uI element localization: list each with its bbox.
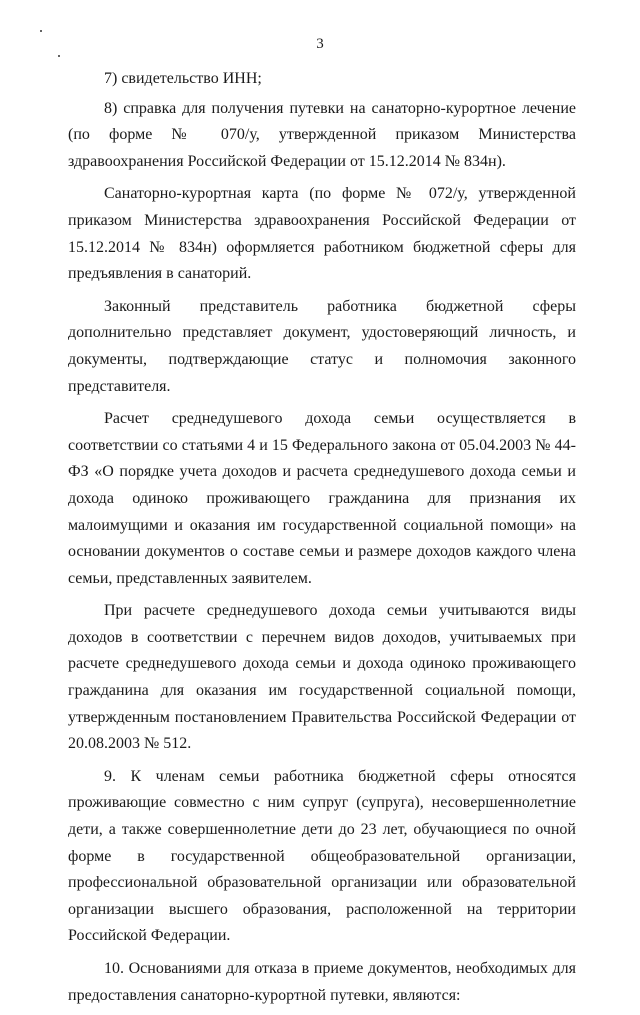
paragraph-clause-10: 10. Основаниями для отказа в приеме документов, необходимых для предоставления санаторно-курортной путевки, являются: — [68, 960, 576, 1004]
paragraph-item-7: 7) свидетельство ИНН; — [104, 70, 262, 87]
document-body — [68, 66, 576, 1015]
paragraph-item-8: 8) справка для получения путевки на санаторно-курортное лечение (по форме № 070/у, утвержденной приказом Министерства здравоохранения Российской Федерации от 15.12.2014 № 834н). — [68, 99, 576, 170]
paragraph-clause-9: 9. К членам семьи работника бюджетной сферы относятся проживающие совместно с ним супруг (супруга), несовершеннолетние дети, а также совершеннолетние дети до 23 лет, обучающиеся по очной форме в государственной общеобразовательной организации, профессиональной образовательной организации или образовательной организации высшего образования, расположенной на территории Российской Федерации. — [68, 767, 576, 945]
page-number: 3 — [316, 36, 324, 52]
paragraph-legal-representative: Законный представитель работника бюджетной сферы дополнительно представляет документ, удостоверяющий личность, и документы, подтверждающие статус и полномочия законного представителя. — [68, 297, 576, 395]
paragraph-income-types: При расчете среднедушевого дохода семьи учитываются виды доходов в соответствии с перечнем видов доходов, учитываемых при расчете среднедушевого дохода семьи и дохода одиноко проживающего гражданина для оказания им государственной социальной помощи, утвержденным постановлением Правительства Российской Федерации от 20.08.2003 № 512. — [68, 602, 576, 753]
paragraph-income-calculation: Расчет среднедушевого дохода семьи осуществляется в соответствии со статьями 4 и 15 Федерального закона от 05.04.2003 № 44-ФЗ «О порядке учета доходов и расчета среднедушевого дохода семьи и дохода одиноко проживающего гражданина для признания их малоимущими и оказания им государственной социальной помощи» на основании документов о составе семьи и размере доходов каждого члена семьи, представленных заявителем. — [68, 410, 576, 587]
scan-speck — [58, 55, 60, 57]
scan-speck — [40, 30, 42, 32]
paragraph-sanatorium-card: Санаторно-курортная карта (по форме № 072/у, утвержденной приказом Министерства здравоохранения Российской Федерации от 15.12.2014 № 834н) оформляется работником бюджетной сферы для предъявления в санаторий. — [68, 185, 576, 283]
